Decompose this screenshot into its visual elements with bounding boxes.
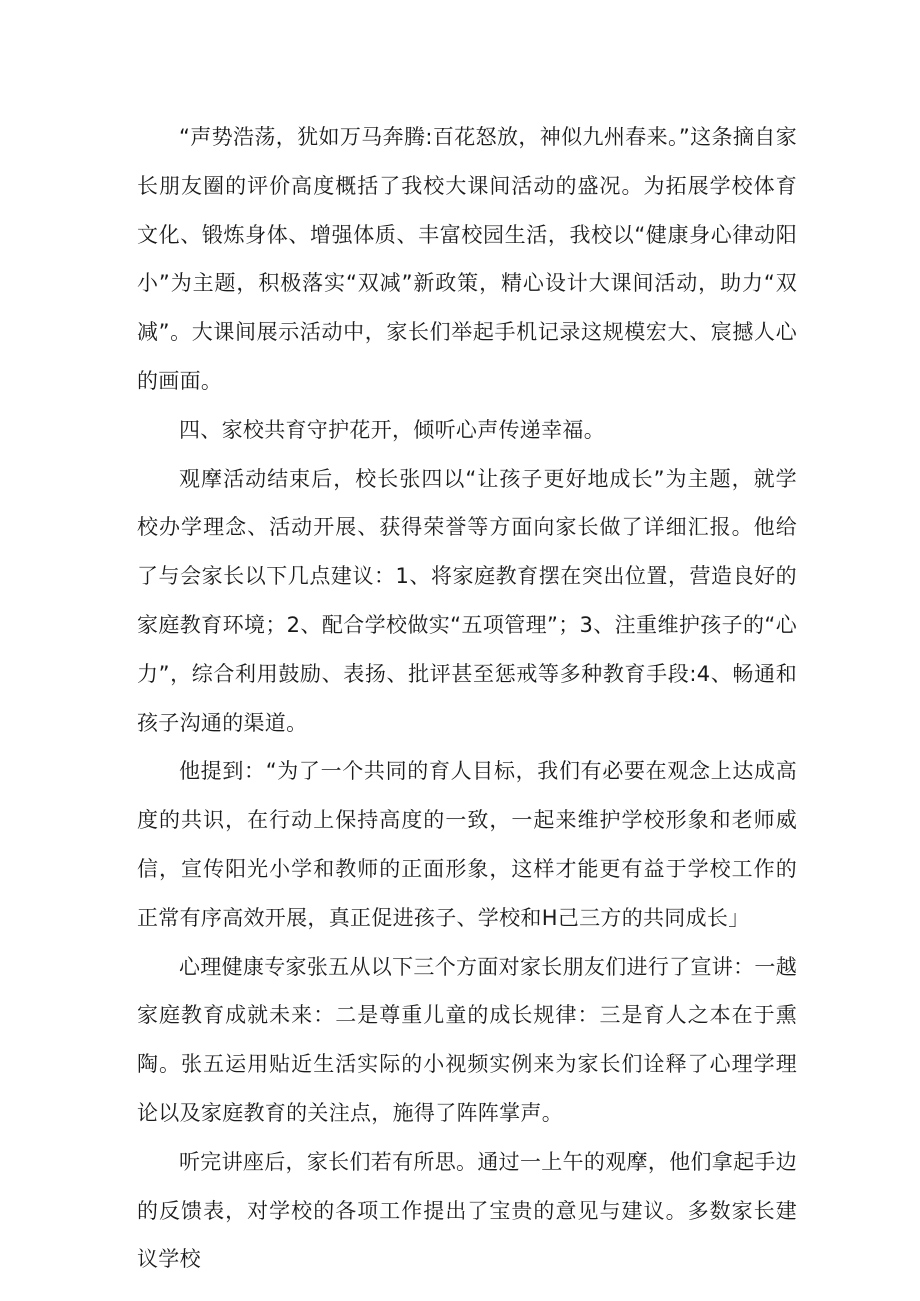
paragraph-principal-report: 观摩活动结束后，校长张四以“让孩子更好地成长”为主题，就学校办学理念、活动开展、获得荣誉等方面向家长做了详细汇报。他给了与会家长以下几点建议：1、将家庭教育摆在突出位置，营造良好的家庭教育环境；2、配合学校做实“五项管理”；3、注重维护孩子的“心力”，综合利用鼓励、表扬、批评甚至惩戒等多种教育手段:4、畅通和孩子沟通的渠道。 (137, 466, 797, 735)
paragraph-intro: “声势浩荡，犹如万马奔腾:百花怒放，神似九州春来。”这条摘自家长朋友圈的评价高度概括了我校大课间活动的盛况。为拓展学校体育文化、锻炼身体、增强体质、丰富校园生活，我校以“健康身心律动阳小”为主题，积极落实“双减”新政策，精心设计大课间活动，助力“双减”。大课间展示活动中，家长们举起手机记录这规模宏大、宸撼人心的画面。 (137, 125, 797, 393)
section-heading: 四、家校共育守护花开，倾听心声传递幸福。 (179, 417, 605, 442)
paragraph-expert-lecture: 心理健康专家张五从以下三个方面对家长朋友们进行了宣讲：一越家庭教育成就未来：二是尊重儿童的成长规律：三是育人之本在于熏陶。张五运用贴近生活实际的小视频实例来为家长们诠释了心理学理论以及家庭教育的关注点，施得了阵阵掌声。 (137, 954, 797, 1125)
document-body (137, 113, 797, 1284)
paragraph-principal-quote: 他提到：“为了一个共同的育人目标，我们有必要在观念上达成高度的共识，在行动上保持高度的一致，一起来维护学校形象和老师威信，宣传阳光小学和教师的正面形象，这样才能更有益于学校工作的正常有序高效开展，真正促进孩子、学校和H己三方的共同成长」 (137, 759, 797, 930)
paragraph-feedback: 听完讲座后，家长们若有所思。通过一上午的观摩，他们拿起手边的反馈表，对学校的各项工作提出了宝贵的意见与建议。多数家长建议学校 (137, 1149, 797, 1272)
